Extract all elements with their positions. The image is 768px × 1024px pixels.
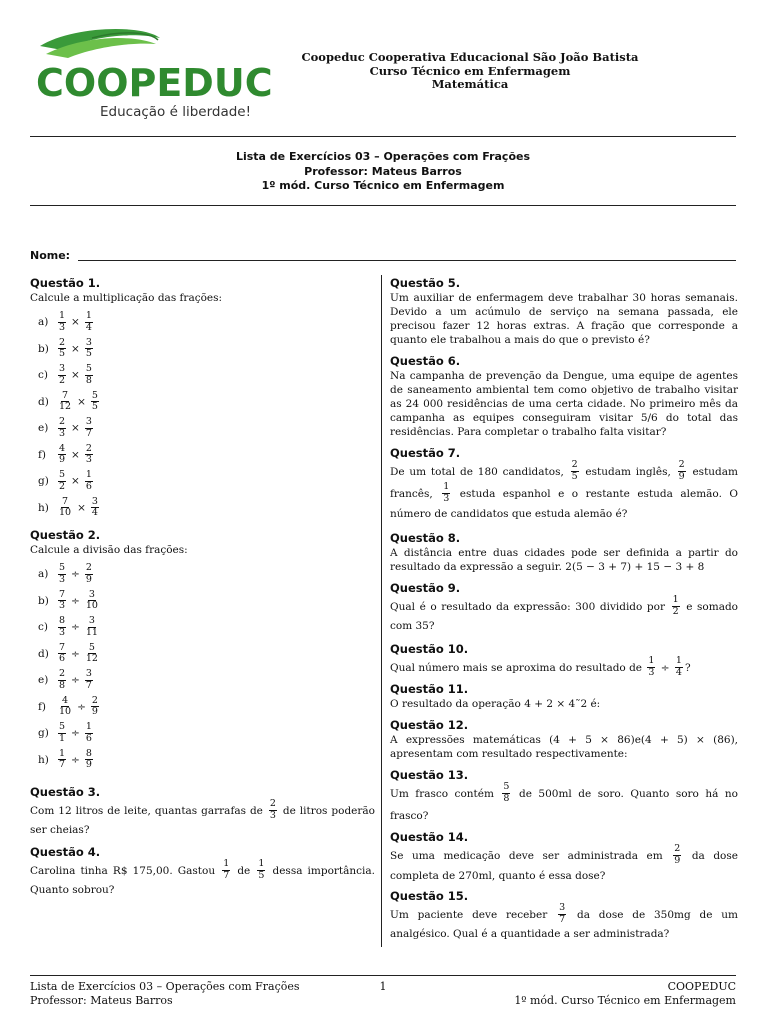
course-name: Curso Técnico em Enfermagem (369, 63, 571, 78)
right-column (390, 276, 738, 943)
item-label: f) (38, 448, 46, 461)
name-input-line[interactable] (78, 260, 736, 261)
q8-title: Questão 8. (390, 531, 461, 545)
name-label: Nome: (30, 249, 71, 262)
fraction-1: $\frac{5}{2}$ (59, 469, 66, 492)
fraction-2: $\frac{3}{5}$ (85, 336, 92, 360)
fraction-2: $\frac{5}{12}$ (85, 641, 98, 665)
q7-title: Questão 7. (390, 446, 461, 460)
q3-text: Com 12 litros de leite, quantas garrafas de $\frac{2}{3}$ de litros poderão ser cheias? (30, 798, 375, 836)
footer-professor: Professor: Mateus Barros (30, 994, 173, 1007)
fraction-2: $\frac{5}{5}$ (91, 389, 98, 413)
q3-title: Questão 3. (30, 785, 101, 799)
exercise-item (38, 561, 375, 588)
fraction-1: $\frac{7}{3}$ (59, 588, 66, 612)
list-title: Lista de Exercícios 03 – Operações com Frações (235, 150, 531, 163)
q14-fraction: $\frac{2}{9}$ (674, 843, 681, 866)
operator: ÷ (71, 621, 80, 634)
exercise-item (38, 309, 375, 336)
item-label: d) (38, 395, 49, 408)
q2-title: Questão 2. (30, 528, 101, 542)
module-line: 1º mód. Curso Técnico em Enfermagem (261, 179, 505, 192)
operator: ÷ (71, 727, 80, 740)
q10-fraction-2: $\frac{1}{4}$ (675, 655, 682, 678)
logo-tagline: Educação é liberdade! (100, 104, 252, 120)
q15-fraction: $\frac{3}{7}$ (559, 902, 566, 925)
fraction-1: $\frac{5}{3}$ (59, 562, 66, 585)
header-divider-bottom (30, 205, 736, 206)
left-column (30, 276, 375, 899)
item-label: b) (38, 342, 49, 355)
fraction-1: $\frac{7}{12}$ (59, 389, 72, 413)
operator: ÷ (71, 568, 80, 581)
item-label: a) (38, 568, 49, 581)
footer-list-title: Lista de Exercícios 03 – Operações com Frações (30, 980, 300, 993)
item-label: g) (38, 475, 49, 488)
fraction-2: $\frac{3}{7}$ (85, 416, 92, 439)
item-label: d) (38, 647, 49, 660)
q7-text: De um total de 180 candidatos, $\frac{2}{5}$ estudam inglês, $\frac{2}{9}$ estudam francês, $\frac{1}{3}$ estuda espanhol e o restante estuda alemão. O número de candidatos que estuda alemão é? (390, 459, 738, 520)
q2-items (38, 561, 375, 773)
q4-fraction-2: $\frac{1}{5}$ (258, 858, 265, 881)
exercise-item (38, 694, 375, 721)
fraction-2: $\frac{5}{8}$ (85, 363, 92, 386)
q5-title: Questão 5. (390, 276, 461, 290)
exercise-item (38, 362, 375, 389)
fraction-2: $\frac{1}{6}$ (85, 469, 92, 492)
coopeduc-logo (32, 24, 272, 124)
operator: × (71, 369, 80, 382)
fraction-1: $\frac{2}{3}$ (59, 416, 66, 439)
logo-brand-text: COOPEDUC (36, 61, 272, 105)
exercise-item (38, 336, 375, 363)
operator: × (71, 422, 80, 435)
q6-title: Questão 6. (390, 354, 461, 368)
exercise-item (38, 747, 375, 774)
q12-title: Questão 12. (390, 718, 469, 732)
item-label: f) (38, 700, 46, 713)
operator: × (71, 316, 80, 329)
q4-fraction-1: $\frac{1}{7}$ (223, 858, 230, 881)
header-divider-top (30, 136, 736, 137)
operator: ÷ (71, 647, 80, 660)
fraction-2: $\frac{2}{3}$ (85, 442, 92, 466)
exercise-item (38, 667, 375, 694)
q1-title: Questão 1. (30, 276, 101, 290)
item-label: g) (38, 727, 49, 740)
exercise-item (38, 720, 375, 747)
fraction-2: $\frac{1}{4}$ (85, 310, 92, 333)
fraction-2: $\frac{1}{6}$ (85, 721, 92, 744)
q4-text: Carolina tinha R$ 175,00. Gastou $\frac{1}{7}$ de $\frac{1}{5}$ dessa importância. Quanto sobrou? (30, 858, 376, 896)
q1-items (38, 309, 375, 521)
q13-fraction: $\frac{5}{8}$ (503, 781, 510, 804)
exercise-item (38, 588, 375, 615)
fraction-1: $\frac{8}{3}$ (59, 615, 66, 638)
q10-text: Qual número mais se aproxima do resultado de $\frac{1}{3}$ ÷ $\frac{1}{4}$ ? (390, 655, 691, 678)
title-block (30, 150, 736, 194)
operator: ÷ (71, 674, 80, 687)
exercise-item (38, 495, 375, 522)
operator: ÷ (71, 753, 80, 766)
q7-fraction-1: $\frac{2}{5}$ (571, 459, 578, 482)
subject-name: Matemática (431, 77, 509, 91)
q9-text: Qual é o resultado da expressão: 300 dividido por $\frac{1}{2}$ e somado com 35? (390, 594, 738, 632)
q3-fraction: $\frac{2}{3}$ (269, 798, 276, 821)
fraction-1: $\frac{7}{10}$ (59, 495, 72, 519)
operator: ÷ (71, 594, 80, 607)
exercise-item (38, 389, 375, 416)
item-label: e) (38, 422, 49, 435)
q13-title: Questão 13. (390, 768, 469, 782)
q12-text: A expressões matemáticas (4 + 5 × 86)e(4 + 5) × (86), apresentam com resultado respectivamente: (390, 734, 738, 760)
item-label: h) (38, 501, 49, 514)
fraction-1: $\frac{2}{5}$ (59, 336, 66, 360)
fraction-1: $\frac{1}{3}$ (59, 310, 66, 333)
fraction-1: $\frac{2}{8}$ (59, 668, 66, 691)
q4-title: Questão 4. (30, 845, 101, 859)
q8-text: A distância entre duas cidades pode ser definida a partir do resultado da expressão a seguir. 2(5 − 3 + 7) + 15 − 3 + 8 (390, 547, 738, 573)
operator: × (71, 342, 80, 355)
q1-text: Calcule a multiplicação das frações: (30, 292, 223, 304)
item-label: b) (38, 594, 49, 607)
fraction-1: $\frac{1}{7}$ (59, 747, 66, 771)
q11-title: Questão 11. (390, 682, 469, 696)
exercise-item (38, 614, 375, 641)
q15-text: Um paciente deve receber $\frac{3}{7}$ da dose de 350mg de um analgésico. Qual é a quantidade a ser administrada? (390, 902, 739, 940)
operator: ÷ (77, 700, 86, 713)
q7-fraction-3: $\frac{1}{3}$ (443, 481, 450, 504)
fraction-1: $\frac{5}{1}$ (59, 721, 66, 744)
fraction-2: $\frac{3}{4}$ (91, 495, 98, 519)
footer-module: 1º mód. Curso Técnico em Enfermagem (514, 994, 736, 1007)
item-label: e) (38, 674, 49, 687)
item-label: c) (38, 369, 48, 382)
fraction-2: $\frac{3}{10}$ (85, 588, 98, 612)
name-field[interactable] (30, 249, 736, 263)
item-label: a) (38, 316, 49, 329)
column-divider (381, 275, 382, 947)
q7-fraction-2: $\frac{2}{9}$ (678, 459, 685, 482)
fraction-2: $\frac{8}{9}$ (85, 747, 92, 771)
institution-header (290, 51, 650, 92)
exercise-item (38, 641, 375, 668)
q13-text: Um frasco contém $\frac{5}{8}$ de 500ml de soro. Quanto soro há no frasco? (390, 781, 738, 822)
q14-title: Questão 14. (390, 830, 469, 844)
page-number: 1 (379, 980, 387, 993)
institution-name: Coopeduc Cooperativa Educacional São João Batista (301, 50, 639, 64)
q5-text: Um auxiliar de enfermagem deve trabalhar 30 horas semanais. Devido a um acúmulo de serviço na semana passada, ele precisou fazer 12 horas extras. A fração que corresponde a quanto ele trabalhou a mais do que o previsto é? (390, 292, 738, 346)
footer-divider (30, 975, 736, 976)
q9-title: Questão 9. (390, 581, 461, 595)
fraction-2: $\frac{3}{11}$ (85, 615, 98, 638)
fraction-1: $\frac{4}{9}$ (59, 442, 66, 466)
q6-text: Na campanha de prevenção da Dengue, uma equipe de agentes de saneamento ambiental tem como objetivo de trabalho visitar as 24 000 residências de uma certa cidade. No primeiro mês da campanha as equipes conseguiram visitar 5/6 do total das residências. Para completar o trabalho falta visitar? (390, 370, 738, 438)
fraction-2: $\frac{2}{9}$ (85, 562, 92, 585)
item-label: c) (38, 621, 48, 634)
fraction-1: $\frac{7}{6}$ (59, 641, 66, 665)
operator: × (71, 448, 80, 461)
q14-text: Se uma medicação deve ser administrada em $\frac{2}{9}$ da dose completa de 270ml, quanto é essa dose? (390, 843, 738, 882)
q2-text: Calcule a divisão das frações: (30, 544, 188, 556)
q9-fraction: $\frac{1}{2}$ (672, 594, 679, 617)
exercise-item (38, 468, 375, 495)
fraction-1: $\frac{4}{10}$ (59, 694, 72, 718)
operator: × (71, 475, 80, 488)
logo-graphic (32, 24, 272, 124)
exercise-item (38, 415, 375, 442)
footer-brand: COOPEDUC (667, 980, 736, 993)
fraction-2: $\frac{3}{7}$ (85, 668, 92, 691)
exercise-item (38, 442, 375, 469)
q10-title: Questão 10. (390, 642, 469, 656)
q10-fraction-1: $\frac{1}{3}$ (648, 655, 655, 678)
professor-line: Professor: Mateus Barros (304, 164, 462, 178)
fraction-1: $\frac{3}{2}$ (59, 363, 66, 386)
item-label: h) (38, 753, 49, 766)
operator: × (77, 501, 86, 514)
q11-text: O resultado da operação 4 + 2 × 4˜2 é: (390, 698, 601, 710)
operator: × (77, 395, 86, 408)
q15-title: Questão 15. (390, 889, 469, 903)
fraction-2: $\frac{2}{9}$ (91, 694, 98, 718)
